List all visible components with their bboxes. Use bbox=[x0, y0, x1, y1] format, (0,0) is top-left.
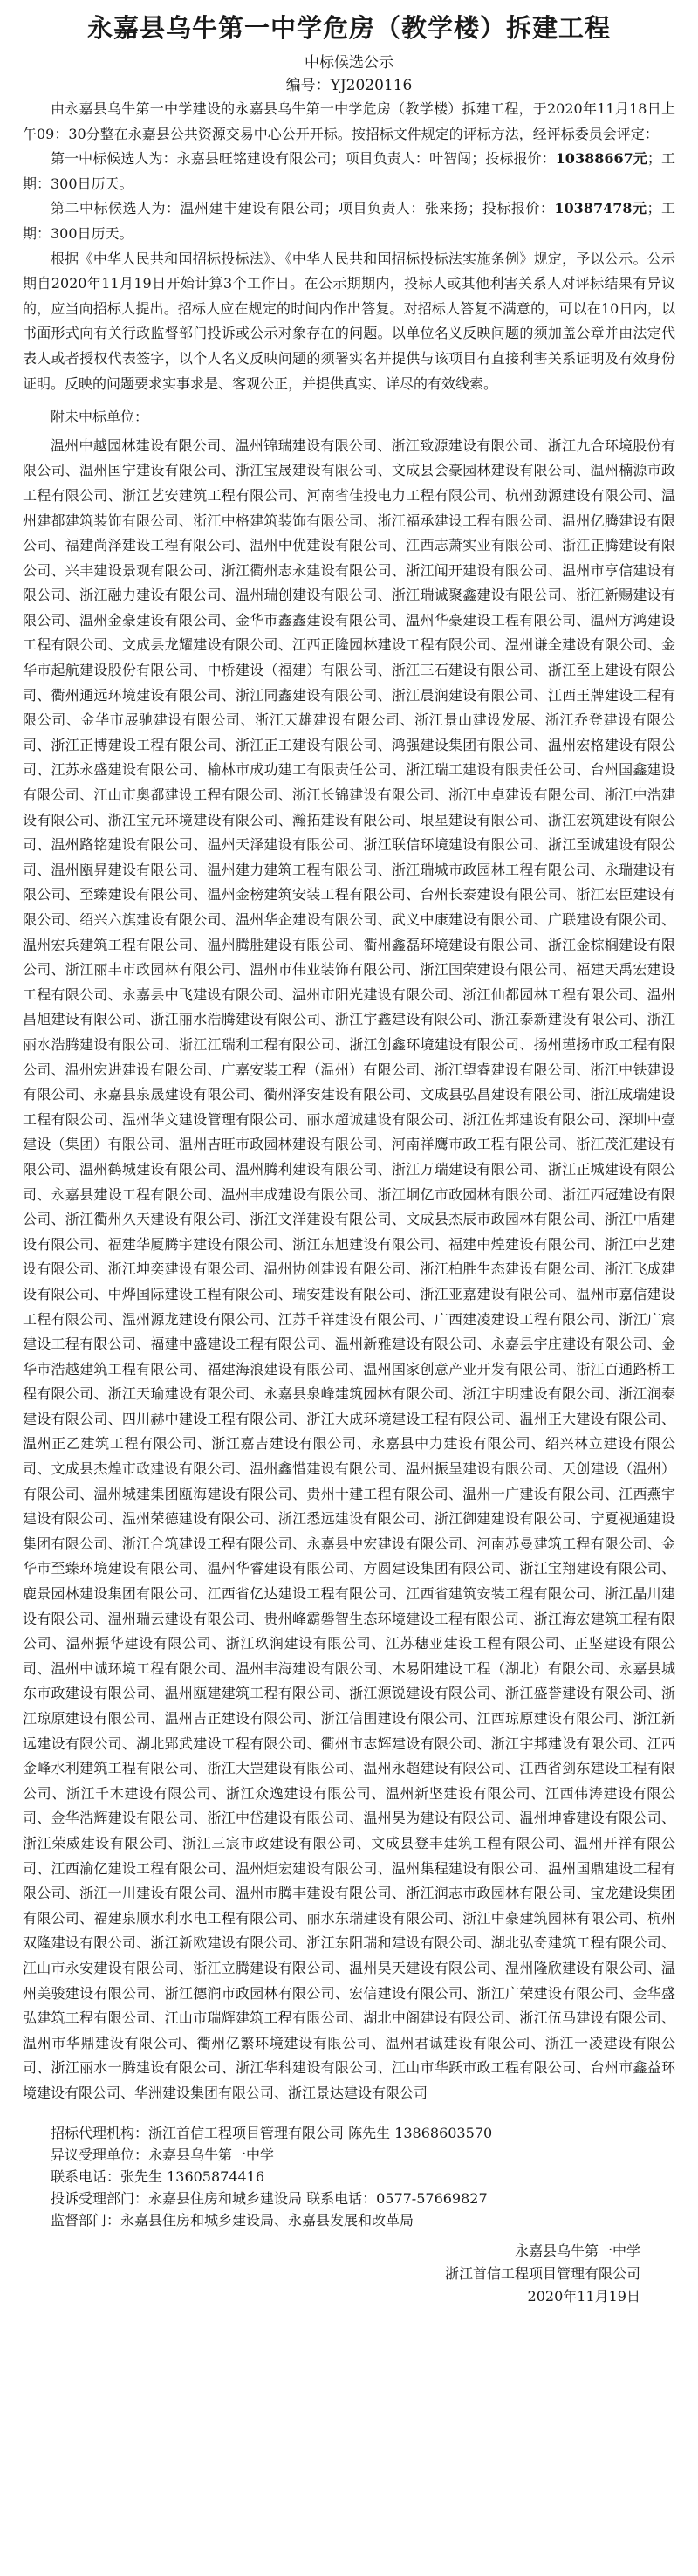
intro-paragraph: 由永嘉县乌牛第一中学建设的永嘉县乌牛第一中学危房（教学楼）拆建工程，于2020年11月18日上午09：30分整在永嘉县公共资源交易中心公开开标。按招标文件规定的评标方法，经评标委员会评定： bbox=[23, 100, 675, 142]
signature-agency: 浙江首信工程项目管理有限公司 bbox=[444, 2264, 640, 2282]
signature-school: 永嘉县乌牛第一中学 bbox=[514, 2242, 640, 2259]
agency-contact: 招标代理机构：浙江首信工程项目管理有限公司 陈先生 13868603570 bbox=[51, 2124, 493, 2141]
page-title: 永嘉县乌牛第一中学危房（教学楼）拆建工程 bbox=[86, 13, 611, 43]
legal-basis-paragraph: 根据《中华人民共和国招标投标法》、《中华人民共和国招标投标法实施条例》规定，予以公示。公示期自2020年11月19日开始计算3个工作日。在公示期期内，投标人或其他利害关系人对评标结果有异议的，应当向招标人提出。招标人应在规定的时间内作出答复。对招标人答复不满意的，可以在10日内，以书面形式向有关行政监督部门投诉或公示对象存在的问题。以单位名义反映问题的须加盖公章并由法定代表人或者授权代表签字，以个人名义反映问题的须署实名并提供与该项目有直接利害关系证明及有效身份证明。反映的问题要求实事求是、客观公正，并提供真实、详尽的有效线索。 bbox=[23, 250, 675, 392]
first-candidate bbox=[23, 147, 675, 196]
signature-date: 2020年11月19日 bbox=[527, 2287, 640, 2305]
second-candidate-period: ；工期：300日历天。 bbox=[23, 200, 675, 242]
complaint-unit: 投诉受理部门：永嘉县住房和城乡建设局 联系电话：0577-57669827 bbox=[51, 2189, 488, 2207]
second-candidate bbox=[23, 196, 675, 246]
unsuccessful-bidders-list: 温州中越园林建设有限公司、温州锦瑞建设有限公司、浙江致源建设有限公司、浙江九合环境股份有限公司、温州国宁建设有限公司、浙江宝晟建设有限公司、文成县会豪园林建设有限公司、温州楠源市政工程有限公司、浙江艺安建筑工程有限公司、河南省佳投电力工程有限公司、杭州劲源建设有限公司、温州建都建筑装饰有限公司、浙江中格建筑装饰有限公司、浙江福承建设工程有限公司、温州亿腾建设有限公司、福建尚泽建设工程有限公司、温州中优建设有限公司、江西志萧实业有限公司、浙江正腾建设有限公司、兴丰建设景观有限公司、浙江衢州志永建设有限公司、浙江闻开建设有限公司、温州市亨信建设有限公司、浙江融力建设有限公司、温州瑞创建设有限公司、浙江瑞诚聚鑫建设有限公司、浙江新赐建设有限公司、温州金豪建设有限公司、金华市鑫鑫建设有限公司、温州华豪建设工程有限公司、温州方鸿建设工程有限公司、文成县龙耀建设有限公司、江西正隆园林建设工程有限公司、温州谦全建设有限公司、金华市起航建设股份有限公司、中桥建设（福建）有限公司、浙江三石建设有限公司、浙江至上建设有限公司、衢州通远环境建设有限公司、浙江同鑫建设有限公司、浙江晨润建设有限公司、江西王牌建设工程有限公司、金华市展驰建设有限公司、浙江天雄建设有限公司、浙江景山建设发展、浙江乔登建设有限公司、浙江正博建设工程有限公司、浙江正工建设有限公司、鸿强建设集团有限公司、温州宏格建设有限公司、江苏永盛建设有限公司、榆林市成功建工有限责任公司、浙江瑞工建设有限责任公司、台州国鑫建设有限公司、江山市奥都建设工程有限公司、浙江长锦建设有限公司、浙江中卓建设有限公司、浙江中浩建设有限公司、浙江宝元环境建设有限公司、瀚拓建设有限公司、垠星建设有限公司、浙江宏筑建设有限公司、温州路铭建设有限公司、温州天泽建设有限公司、浙江联信环境建设有限公司、浙江至诚建设有限公司、温州瓯昇建设有限公司、温州建力建筑工程有限公司、浙江瑞城市政园林工程有限公司、永瑞建设有限公司、至臻建设有限公司、温州金榜建筑安装工程有限公司、台州长泰建设有限公司、浙江宏臣建设有限公司、绍兴六旗建设有限公司、温州华企建设有限公司、武义中康建设有限公司、广联建设有限公司、温州宏兵建筑工程有限公司、温州腾胜建设有限公司、衢州鑫磊环境建设有限公司、浙江金棕榈建设有限公司、浙江丽丰市政园林有限公司、温州市伟业装饰有限公司、浙江国荣建设有限公司、福建天禹宏建设工程有限公司、永嘉县中飞建设有限公司、温州市阳光建设有限公司、浙江仙都园林工程有限公司、温州昌旭建设有限公司、浙江丽水浩腾建设有限公司、浙江宇鑫建设有限公司、浙江泰新建设有限公司、浙江丽水浩腾建设有限公司、浙江江瑞利工程有限公司、浙江创鑫环境建设有限公司、扬州瑾扬市政工程有限公司、温州宏进建设有限公司、广嘉安装工程（温州）有限公司、浙江望睿建设有限公司、浙江中铁建设有限公司、永嘉县泉晟建设有限公司、衢州泽安建设有限公司、文成县弘昌建设有限公司、浙江成瑞建设工程有限公司、温州华文建设管理有限公司、丽水超诚建设有限公司、浙江佐邦建设有限公司、深圳中壹建设（集团）有限公司、温州吉旺市政园林建设有限公司、河南祥鹰市政工程有限公司、浙江茂汇建设有限公司、温州鹤城建设有限公司、温州腾利建设有限公司、浙江万瑞建设有限公司、浙江正城建设有限公司、永嘉县建设工程有限公司、温州丰成建设有限公司、浙江垌亿市政园林有限公司、浙江西冠建设有限公司、浙江衢州久天建设有限公司、浙江文洋建设有限公司、文成县杰辰市政园林有限公司、浙江中盾建设有限公司、福建华厦腾宇建设有限公司、浙江东旭建设有限公司、福建中煌建设有限公司、浙江中艺建设有限公司、浙江坤奕建设有限公司、温州协创建设有限公司、浙江柏胜生态建设有限公司、浙江飞成建设有限公司、中烨国际建设工程有限公司、瑞安建设有限公司、浙江亚嘉建设有限公司、温州市嘉信建设工程有限公司、温州源龙建设有限公司、江苏千祥建设有限公司、广西建凌建设工程有限公司、浙江广宸建设工程有限公司、福建中盛建设工程有限公司、温州新雅建设有限公司、永嘉县宇庄建设有限公司、金华市浩越建筑工程有限公司、福建海浪建设有限公司、温州国家创意产业开发有限公司、浙江百通路桥工程有限公司、浙江天瑜建设有限公司、永嘉县泉峰建筑园林有限公司、浙江宇明建设有限公司、浙江润泰建设有限公司、四川赫中建设工程有限公司、浙江大成环境建设工程有限公司、温州正大建设有限公司、温州正乙建筑工程有限公司、浙江嘉吉建设有限公司、永嘉县中力建设有限公司、绍兴林立建设有限公司、文成县杰煌市政建设有限公司、温州鑫惜建设有限公司、温州振呈建设有限公司、天创建设（温州）有限公司、温州城建集团瓯海建设有限公司、贵州十建工程有限公司、温州一广建设有限公司、江西燕宇建设有限公司、温州荣德建设有限公司、浙江悉远建设有限公司、浙江御建建设有限公司、宁夏视通建设集团有限公司、浙江合筑建设工程有限公司、永嘉县中宏建设有限公司、河南苏曼建筑工程有限公司、金华市至臻环境建设有限公司、温州华睿建设有限公司、方圆建设集团有限公司、浙江宝翔建设有限公司、鹿景园林建设集团有限公司、江西省亿达建设工程有限公司、江西省建筑安装工程有限公司、浙江晶川建设有限公司、温州瑞云建设有限公司、贵州峰霸磐智生态环境建设工程有限公司、浙江海宏建筑工程有限公司、温州振华建设有限公司、浙江玖润建设有限公司、江苏穗亚建设工程有限公司、正坚建设有限公司、温州中诚环境工程有限公司、温州丰海建设有限公司、木易阳建设工程（湖北）有限公司、永嘉县城东市政建设有限公司、温州瓯建建筑工程有限公司、浙江源锐建设有限公司、浙江盛誉建设有限公司、浙江琼原建设有限公司、温州吉正建设有限公司、浙江信围建设有限公司、江西琼原建设有限公司、浙江新远建设有限公司、湖北郢武建设工程有限公司、衢州市志辉建设有限公司、浙江宇邦建设有限公司、江西金峰水利建筑工程有限公司、浙江大罡建设有限公司、温州永超建设有限公司、江西省剑东建设工程有限公司、浙江千木建设有限公司、浙江众逸建设有限公司、温州新坚建设有限公司、江西伟涛建设有限公司、金华浩辉建设有限公司、浙江中岱建设有限公司、温州昊为建设有限公司、温州坤睿建设有限公司、浙江荣威建设有限公司、浙江三宸市政建设有限公司、文成县登丰建筑工程有限公司、温州开祥有限公司、江西渝亿建设工程有限公司、温州炬宏建设有限公司、温州集程建设有限公司、温州国鼎建设工程有限公司、浙江一川建设有限公司、温州市腾丰建设有限公司、浙江润志市政园林有限公司、宝龙建设集团有限公司、福建泉顺水利水电工程有限公司、丽水东瑞建设有限公司、浙江中豪建筑园林有限公司、杭州双隆建设有限公司、浙江新欧建设有限公司、浙江东阳瑞和建设有限公司、湖北弘奇建筑工程有限公司、江山市永安建设有限公司、浙江立腾建设有限公司、温州昊天建设有限公司、温州隆欣建设有限公司、温州美骏建设有限公司、浙江德润市政园林有限公司、宏信建设有限公司、浙江广荣建设有限公司、金华盛弘建筑工程有限公司、江山市瑞辉建筑工程有限公司、湖北中阁建设有限公司、浙江伍马建设有限公司、温州市华鼎建设有限公司、衢州亿繁环境建设有限公司、温州君诚建设有限公司、浙江一凌建设有限公司、浙江丽水一腾建设有限公司、浙江华科建设有限公司、江山市华跃市政工程有限公司、台州市鑫益环境建设有限公司、华洲建设集团有限公司、浙江景达建设有限公司 bbox=[23, 436, 675, 2101]
objection-phone: 联系电话：张先生 13605874416 bbox=[51, 2167, 265, 2185]
objection-unit: 异议受理单位：永嘉县乌牛第一中学 bbox=[51, 2146, 275, 2163]
second-candidate-text: 第二中标候选人为：温州建丰建设有限公司；项目负责人：张来扬；投标报价： bbox=[51, 200, 555, 217]
signature-block bbox=[23, 2240, 675, 2308]
first-candidate-price: 10388667元 bbox=[555, 150, 647, 168]
contact-block bbox=[23, 2122, 675, 2231]
first-candidate-period: ；工期：300日历天。 bbox=[23, 150, 675, 192]
notice-number: 编号：YJ2020116 bbox=[285, 77, 413, 94]
second-candidate-price: 10387478元 bbox=[554, 200, 647, 217]
unsuccessful-list-title: 附未中标单位： bbox=[51, 409, 149, 426]
first-candidate-text: 第一中标候选人为：永嘉县旺铭建设有限公司；项目负责人：叶智闯；投标报价： bbox=[51, 150, 556, 168]
supervision-unit: 监督部门：永嘉县住房和城乡建设局、永嘉县发展和改革局 bbox=[51, 2211, 414, 2229]
notice-subtitle: 中标候选公示 bbox=[305, 54, 393, 72]
